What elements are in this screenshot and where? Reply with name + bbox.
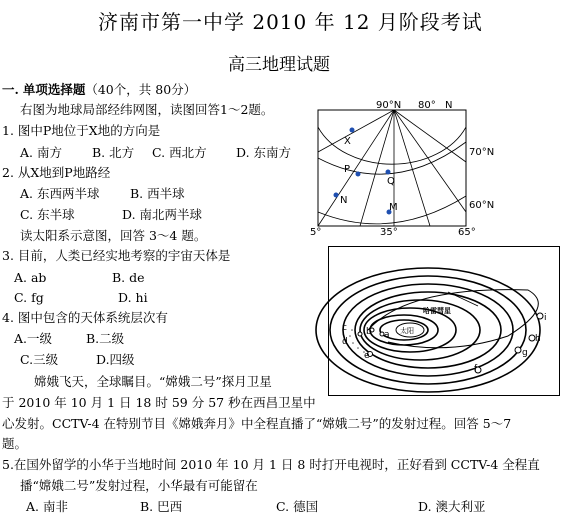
solar-system-figure — [328, 246, 560, 396]
question-5-stem-line-2: 播“嫦娥二号”发射过程，小华最有可能留在 — [20, 478, 258, 493]
map-point-p-marker — [356, 172, 361, 177]
question-5-option-c[interactable]: C. 德国 — [276, 499, 319, 514]
planet-g-marker — [515, 347, 521, 353]
map-point-x-marker — [350, 128, 355, 133]
intro-map: 右图为地球局部经纬网图，读图回答1～2题。 — [20, 102, 274, 117]
map-label-x: X — [344, 136, 351, 147]
planet-label-h: h — [535, 334, 541, 344]
map-label-n: N — [340, 195, 348, 206]
question-2-option-b[interactable]: B. 西半球 — [130, 186, 185, 201]
map-label-70n: 70°N — [469, 147, 495, 158]
planet-label-b: b — [366, 327, 372, 337]
question-5-option-a[interactable]: A. 南非 — [26, 499, 68, 514]
planet-label-d: d — [342, 337, 348, 347]
question-1-option-c[interactable]: C. 西北方 — [152, 145, 207, 160]
section-number: 一. — [2, 82, 19, 97]
map-label-m: M — [389, 202, 398, 213]
section-name: 单项选择题 — [22, 82, 86, 97]
map-label-top-80: 80° — [418, 100, 436, 111]
question-3-option-b[interactable]: B. de — [112, 270, 145, 285]
map-point-n-marker — [334, 193, 339, 198]
map-label-q: Q — [387, 176, 395, 187]
map-meridian-4 — [394, 110, 430, 226]
exam-title: 济南市第一中学 2010 年 12 月阶段考试 — [98, 10, 483, 34]
planet-label-e: e — [364, 351, 370, 361]
question-5-option-b[interactable]: B. 巴西 — [140, 499, 183, 514]
question-2-option-d[interactable]: D. 南北两半球 — [122, 207, 203, 222]
map-label-bottom-35: 35° — [380, 227, 398, 238]
question-1-option-a[interactable]: A. 南方 — [20, 145, 62, 160]
planet-label-c: c — [342, 323, 347, 333]
question-2-option-a[interactable]: A. 东西两半球 — [20, 186, 100, 201]
planet-label-i: i — [544, 313, 547, 323]
question-4-option-b[interactable]: B.二级 — [86, 331, 125, 346]
question-1-option-b[interactable]: B. 北方 — [92, 145, 135, 160]
question-1-stem: 1. 图中P地位于X地的方向是 — [2, 123, 161, 138]
question-4-stem: 4. 图中包含的天体系统层次有 — [2, 310, 168, 325]
passage-line-1: 嫦娥飞天，全球瞩目。“嫦娥二号”探月卫星 — [34, 374, 272, 389]
map-label-p: P — [344, 164, 351, 175]
map-label-top-90n: 90°N — [376, 100, 402, 111]
asteroid-dot — [352, 342, 354, 344]
map-lat-arc-70 — [318, 142, 466, 174]
planet-label-g: g — [522, 348, 528, 358]
question-2-stem: 2. 从X地到P地路经 — [2, 165, 111, 180]
asteroid-dot — [357, 347, 359, 349]
asteroid-dot — [349, 335, 351, 337]
map-label-bottom-5: 5° — [310, 227, 322, 238]
map-meridian-7 — [318, 110, 394, 152]
question-5-stem-line-1: 5.在国外留学的小华于当地时间 2010 年 10 月 1 日 8 时打开电视时，正好看到 CCTV-4 全程直 — [2, 457, 540, 472]
question-3-option-d[interactable]: D. hi — [118, 290, 148, 305]
map-label-bottom-65: 65° — [458, 227, 476, 238]
map-meridian-6 — [394, 110, 466, 162]
question-2-option-c[interactable]: C. 东半球 — [20, 207, 75, 222]
question-4-option-c[interactable]: C.三级 — [20, 352, 59, 367]
planet-label-f: f — [474, 364, 478, 374]
question-4-option-d[interactable]: D.四级 — [96, 352, 135, 367]
map-meridian-1 — [318, 110, 394, 226]
sun-label: 太阳 — [400, 327, 414, 335]
map-label-top-n: N — [445, 100, 453, 111]
passage-line-3: 心发射。CCTV-4 在特别节目《嫦娥奔月》中全程直播了“嫦娥二号”的发射过程。回答 5～7 — [2, 416, 512, 431]
passage-line-2: 于 2010 年 10 月 1 日 18 时 59 分 57 秒在西昌卫星中 — [2, 395, 316, 410]
question-3-stem: 3. 目前，人类已经实地考察的宇宙天体是 — [2, 248, 231, 263]
exam-subtitle: 高三地理试题 — [228, 55, 330, 75]
intro-solar: 读太阳系示意图，回答 3～4 题。 — [20, 228, 207, 243]
planet-label-a: a — [384, 330, 390, 340]
map-label-60n: 60°N — [469, 200, 495, 211]
planet-i-marker — [537, 313, 543, 319]
question-3-option-a[interactable]: A. ab — [14, 270, 47, 285]
question-1-option-d[interactable]: D. 东南方 — [236, 145, 292, 160]
map-point-q-marker — [386, 170, 391, 175]
section-heading — [2, 84, 196, 97]
section-detail: （40个，共 80分） — [85, 82, 197, 97]
planet-c-marker — [358, 332, 362, 336]
comet-label: 哈雷彗星 — [423, 307, 451, 315]
latlong-map-figure — [310, 100, 495, 238]
passage-line-4: 题。 — [2, 436, 28, 451]
question-3-option-c[interactable]: C. fg — [14, 290, 44, 305]
map-meridian-5 — [394, 110, 466, 212]
question-5-option-d[interactable]: D. 澳大利亚 — [418, 499, 486, 514]
asteroid-dot — [351, 329, 353, 331]
question-4-option-a[interactable]: A.一级 — [14, 331, 53, 346]
